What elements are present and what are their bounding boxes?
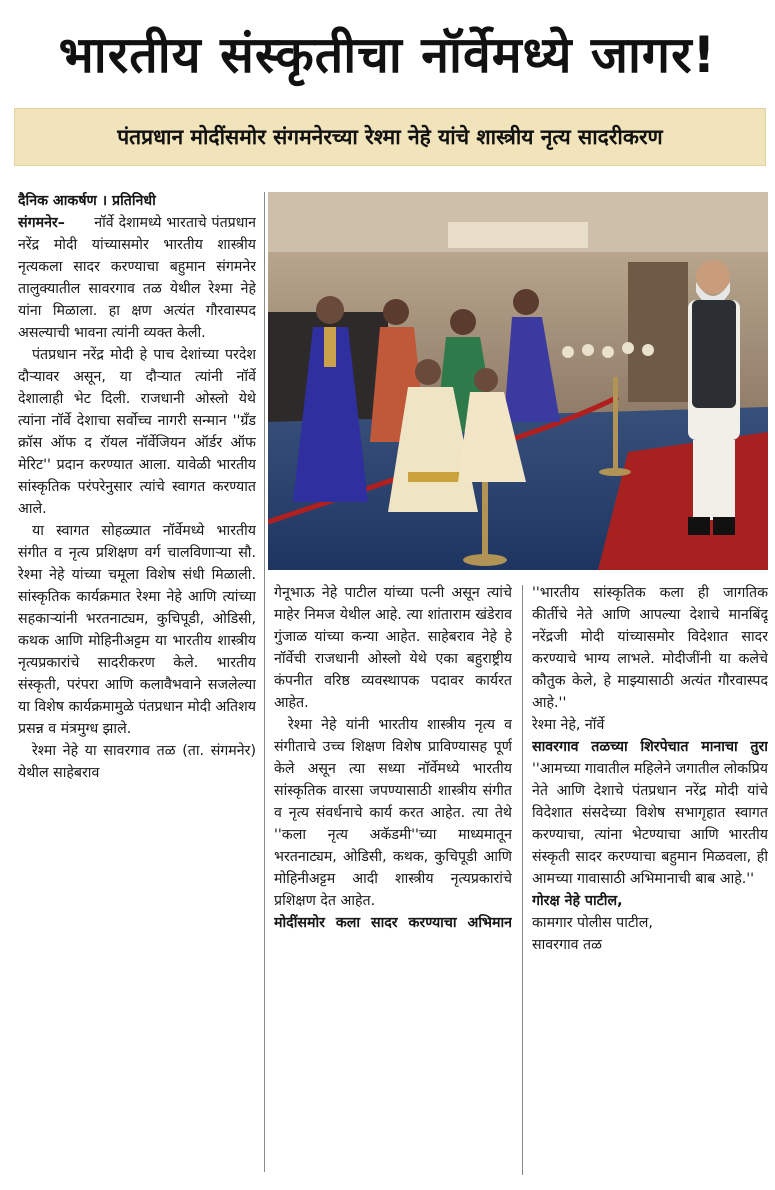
paragraph: गेनूभाऊ नेहे पाटील यांच्या पत्नी असून त्यांचे माहेर निमज येथील आहे. त्या शांताराम खंडेराव गुंजाळ यांच्या कन्या आहेत. साहेबराव नेहे हे नॉर्वेची राजधानी ओस्लो येथे एका बहुराष्ट्रीय कंपनीत वरिष्ठ व्यवस्थापक पदावर कार्यरत आहेत. — [274, 585, 512, 711]
article-column-3 — [532, 582, 768, 1182]
quote-attribution: रेश्मा नेहे, नॉर्वे — [532, 717, 605, 733]
article-column-1 — [18, 190, 256, 1180]
column-divider — [522, 585, 523, 1175]
quote: ''आमच्या गावातील महिलेने जगातील लोकप्रिय नेते आणि देशाचे पंतप्रधान नरेंद्र मोदी यांचे विदेशात संसदेच्या विशेष सभागृहात स्वागत करण्याचा, त्यांना भेटण्याचा आणि भारतीय संस्कृती सादर करण्याचा बहुमान मिळवला, ही आमच्या गावासाठी अभिमानाची बाब आहे.'' — [532, 761, 768, 887]
paragraph: पंतप्रधान नरेंद्र मोदी हे पाच देशांच्या परदेश दौऱ्यावर असून, या दौऱ्यात त्यांनी नॉर्वे देशालाही भेट दिली. राजधानी ओस्लो येथे त्यांना नॉर्वे देशाचा सर्वोच्च नागरी सन्मान ''ग्रँड क्रॉस ऑफ द रॉयल नॉर्वेजियन ऑर्डर ऑफ मेरिट'' प्रदान करण्यात आला. यावेळी भारतीय सांस्कृतिक परंपरेनुसार त्यांचे स्वागत करण्यात आले. — [18, 347, 256, 517]
column-divider — [264, 192, 265, 1172]
quote-attribution-name: गोरक्ष नेहे पाटील, — [532, 893, 623, 909]
quote-attribution-role: कामगार पोलीस पाटील, — [532, 915, 653, 931]
news-photo — [268, 192, 768, 570]
paragraph: या स्वागत सोहळ्यात नॉर्वेमध्ये भारतीय संगीत व नृत्य प्रशिक्षण वर्ग चालविणाऱ्या सौ. रेश्मा नेहे यांच्या चमूला विशेष संधी मिळाली. सांस्कृतिक कार्यक्रमात रेश्मा नेहे आणि त्यांच्या सहकाऱ्यांनी भरतनाट्यम, कुचिपूडी, ओडिसी, कथक आणि मोहिनीअट्टम या भारतीय शास्त्रीय नृत्यप्रकारांचे सादरीकरण केले. भारतीय संस्कृती, परंपरा आणि कलावैभवाने सजलेल्या या विशेष कार्यक्रमामुळे पंतप्रधान मोदी अतिशय प्रसन्न व मंत्रमुग्ध झाले. — [18, 523, 256, 737]
paragraph: रेश्मा नेहे या सावरगाव तळ (ता. संगमनेर) येथील साहेबराव — [18, 743, 256, 781]
subheadline: पंतप्रधान मोदींसमोर संगमनेरच्या रेश्मा नेहे यांचे शास्त्रीय नृत्य सादरीकरण — [14, 108, 766, 166]
article-column-2 — [274, 582, 512, 1182]
quote-attribution-place: सावरगाव तळ — [532, 937, 602, 953]
quote: ''भारतीय सांस्कृतिक कला ही जागतिक कीर्तीचे नेते आणि आपल्या देशाचे मानबिंदू नरेंद्रजी मोदी यांच्यासमोर विदेशात सादर करण्याचे भाग्य लाभले. मोदीजींनी या कलेचे कौतुक केले, हे माझ्यासाठी अत्यंत गौरवास्पद आहे.'' — [532, 585, 768, 711]
subsection-heading: मोदींसमोर कला सादर करण्याचा अभिमान — [274, 915, 512, 931]
dateline: संगमनेर– — [18, 215, 65, 231]
byline: दैनिक आकर्षण । प्रतिनिधी — [18, 193, 156, 209]
paragraph: रेश्मा नेहे यांनी भारतीय शास्त्रीय नृत्य व संगीताचे उच्च शिक्षण विशेष प्राविण्यासह पूर्ण केले असून त्या सध्या नॉर्वेमध्ये भारतीय सांस्कृतिक वारसा जपण्यासाठी शास्त्रीय संगीत व नृत्य संवर्धनाचे कार्य करत आहेत. त्या तेथे ''कला नृत्य अकॅडमी''च्या माध्यमातून भरतनाट्यम, ओडिसी, कथक, कुचिपूडी आणि मोहिनीअट्टम आदी शास्त्रीय नृत्यप्रकारांचे प्रशिक्षण देत आहेत. — [274, 717, 512, 909]
headline: भारतीय संस्कृतीचा नॉर्वेमध्ये जागर! — [58, 26, 717, 84]
paragraph: नॉर्वे देशामध्ये भारताचे पंतप्रधान नरेंद्र मोदी यांच्यासमोर भारतीय शास्त्रीय नृत्यकला सादर करण्याचा बहुमान संगमनेर तालुक्यातील सावरगाव तळ येथील रेश्मा नेहे यांना मिळाला. हा क्षण अत्यंत गौरवास्पद असल्याची भावना त्यांनी व्यक्त केली. — [18, 215, 256, 341]
subsection-heading: सावरगाव तळच्या शिरपेचात मानाचा तुरा — [532, 739, 768, 755]
